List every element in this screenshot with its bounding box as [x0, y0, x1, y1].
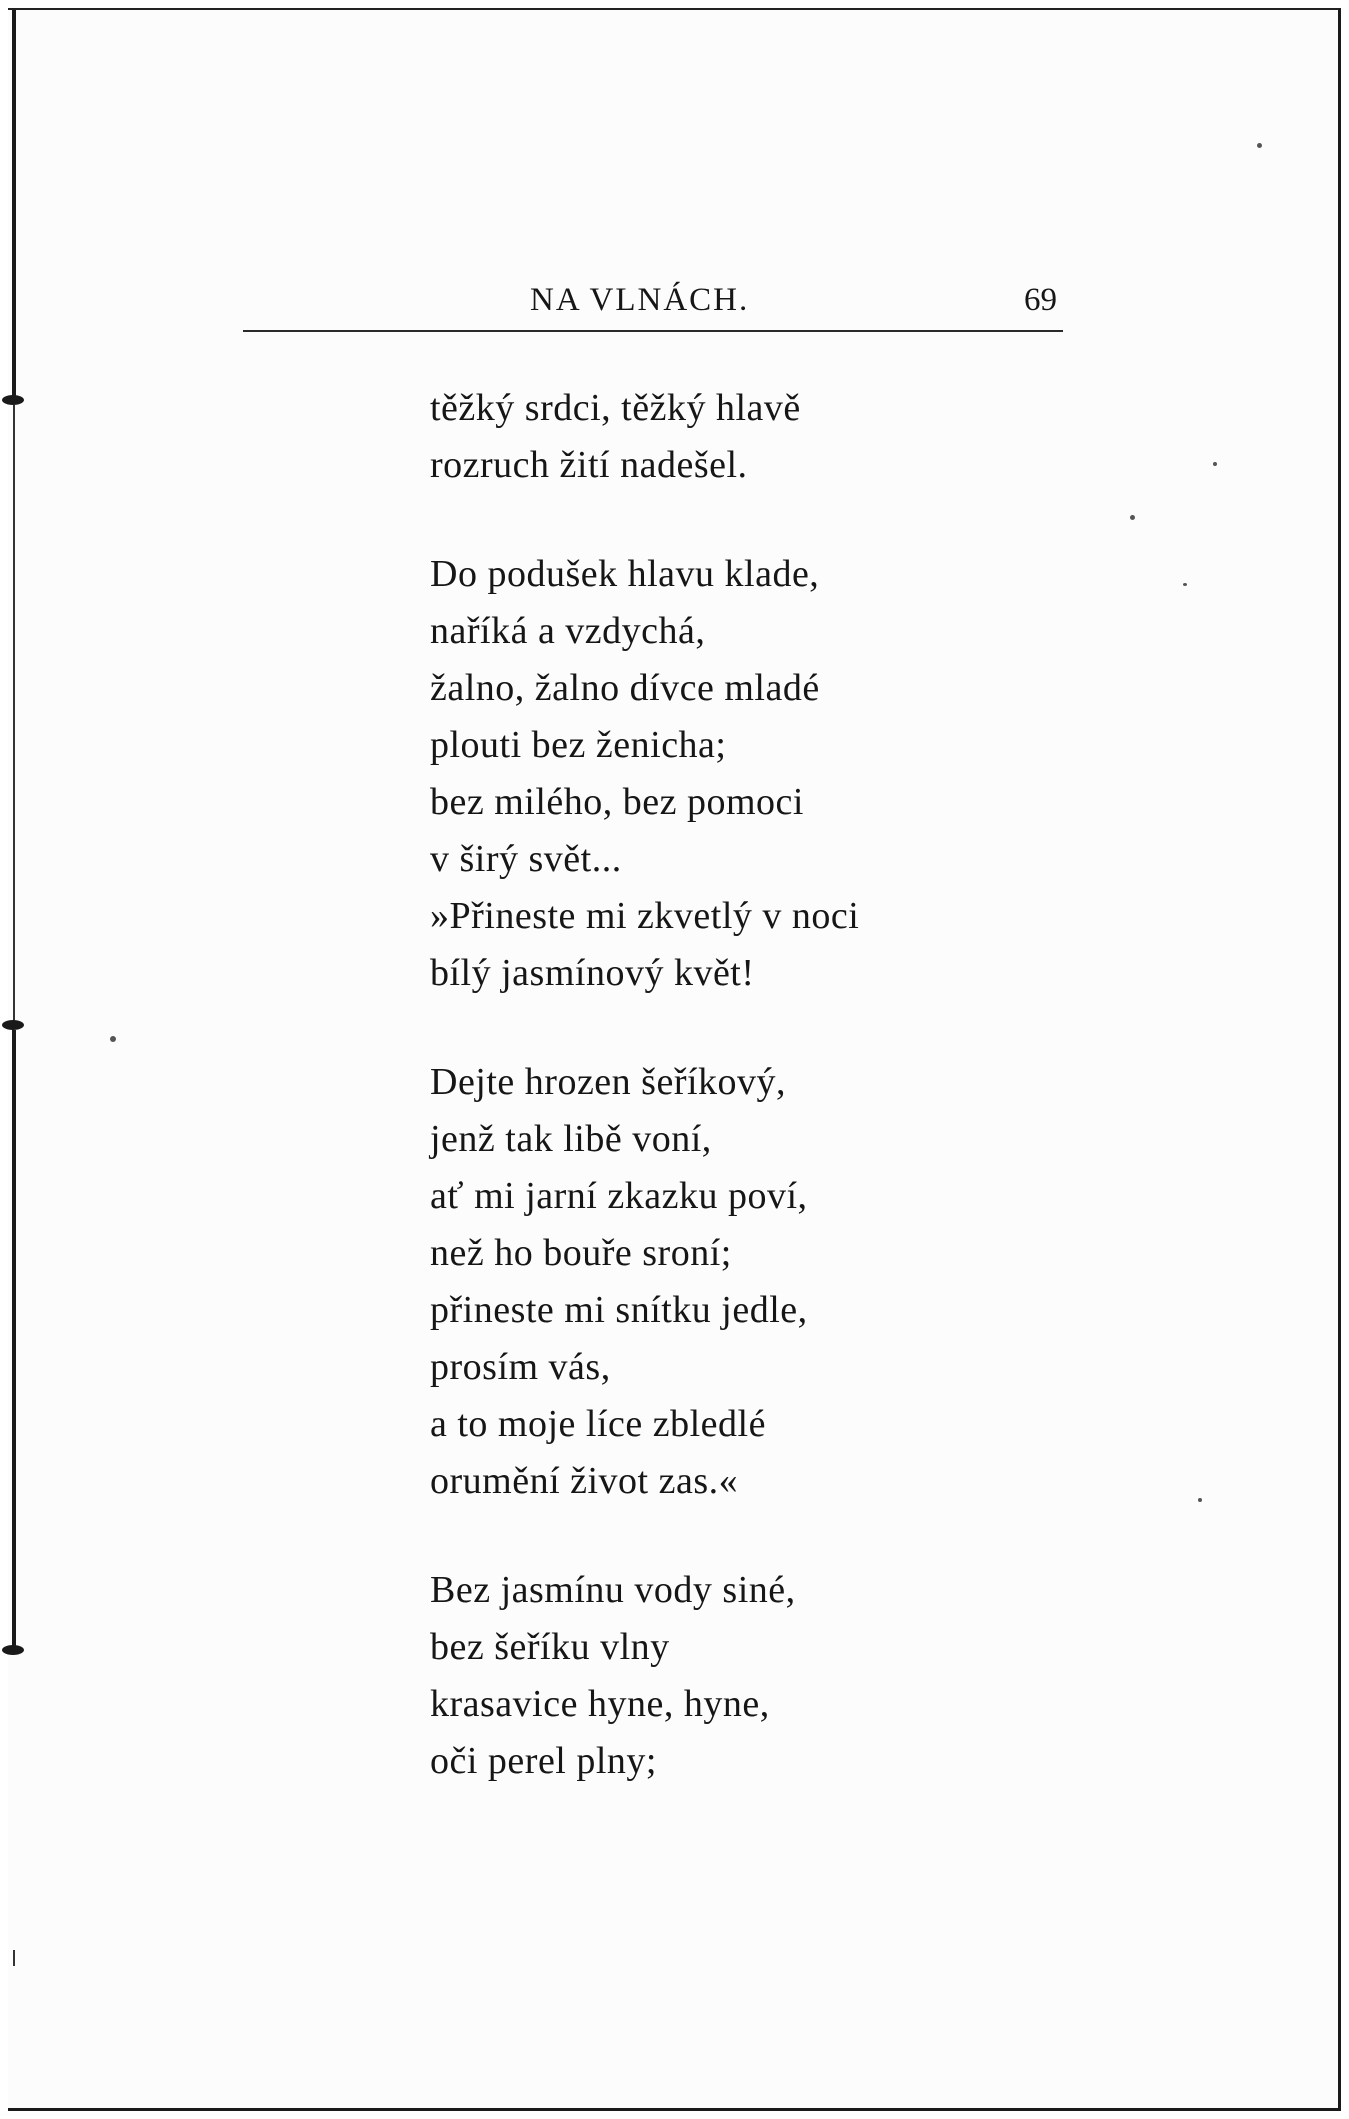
- stanza: [430, 1054, 990, 1510]
- binding-rule: [13, 405, 15, 1025]
- verse-line: v širý svět...: [430, 838, 622, 880]
- scan-speck: [1198, 1498, 1202, 1502]
- page-number: 69: [1024, 282, 1057, 318]
- verse-line: těžký srdci, těžký hlavě: [430, 387, 801, 429]
- binding-mark: [2, 1020, 24, 1030]
- scan-speck: [1130, 515, 1135, 520]
- binding-rule: [12, 10, 16, 400]
- binding-mark: [2, 1645, 24, 1655]
- verse-line: Bez jasmínu vody siné,: [430, 1569, 796, 1611]
- verse-line: »Přineste mi zkvetlý v noci: [430, 895, 860, 937]
- scan-speck: [1213, 462, 1217, 466]
- stanza: [430, 546, 990, 1002]
- verse-line: přineste mi snítku jedle,: [430, 1289, 808, 1331]
- verse-line: bez šeříku vlny: [430, 1626, 670, 1668]
- poem: [430, 380, 990, 1842]
- verse-line: ať mi jarní zkazku poví,: [430, 1175, 808, 1217]
- scan-speck: [1183, 583, 1187, 586]
- binding-rule: [13, 1950, 15, 1966]
- verse-line: plouti bez ženicha;: [430, 724, 727, 766]
- verse-line: žalno, žalno dívce mladé: [430, 667, 820, 709]
- binding-edge: [0, 0, 28, 2119]
- running-title: NA VLNÁCH.: [530, 282, 750, 318]
- verse-line: prosím vás,: [430, 1346, 611, 1388]
- scan-speck: [110, 1036, 116, 1042]
- verse-line: jenž tak libě voní,: [430, 1118, 712, 1160]
- verse-line: bez milého, bez pomoci: [430, 781, 804, 823]
- running-head: [243, 268, 1063, 332]
- verse-line: rozruch žití nadešel.: [430, 444, 748, 486]
- verse-line: Do podušek hlavu klade,: [430, 553, 820, 595]
- verse-line: než ho bouře sroní;: [430, 1232, 732, 1274]
- verse-line: Dejte hrozen šeříkový,: [430, 1061, 787, 1103]
- binding-mark: [2, 395, 24, 405]
- stanza: [430, 380, 990, 494]
- verse-line: a to moje líce zbledlé: [430, 1403, 766, 1445]
- verse-line: naříká a vzdychá,: [430, 610, 706, 652]
- verse-line: oči perel plny;: [430, 1740, 657, 1782]
- verse-line: krasavice hyne, hyne,: [430, 1683, 770, 1725]
- scan-speck: [1257, 143, 1262, 148]
- binding-rule: [12, 1030, 16, 1650]
- stanza: [430, 1562, 990, 1790]
- verse-line: bílý jasmínový květ!: [430, 952, 755, 994]
- verse-line: orumění život zas.«: [430, 1460, 739, 1502]
